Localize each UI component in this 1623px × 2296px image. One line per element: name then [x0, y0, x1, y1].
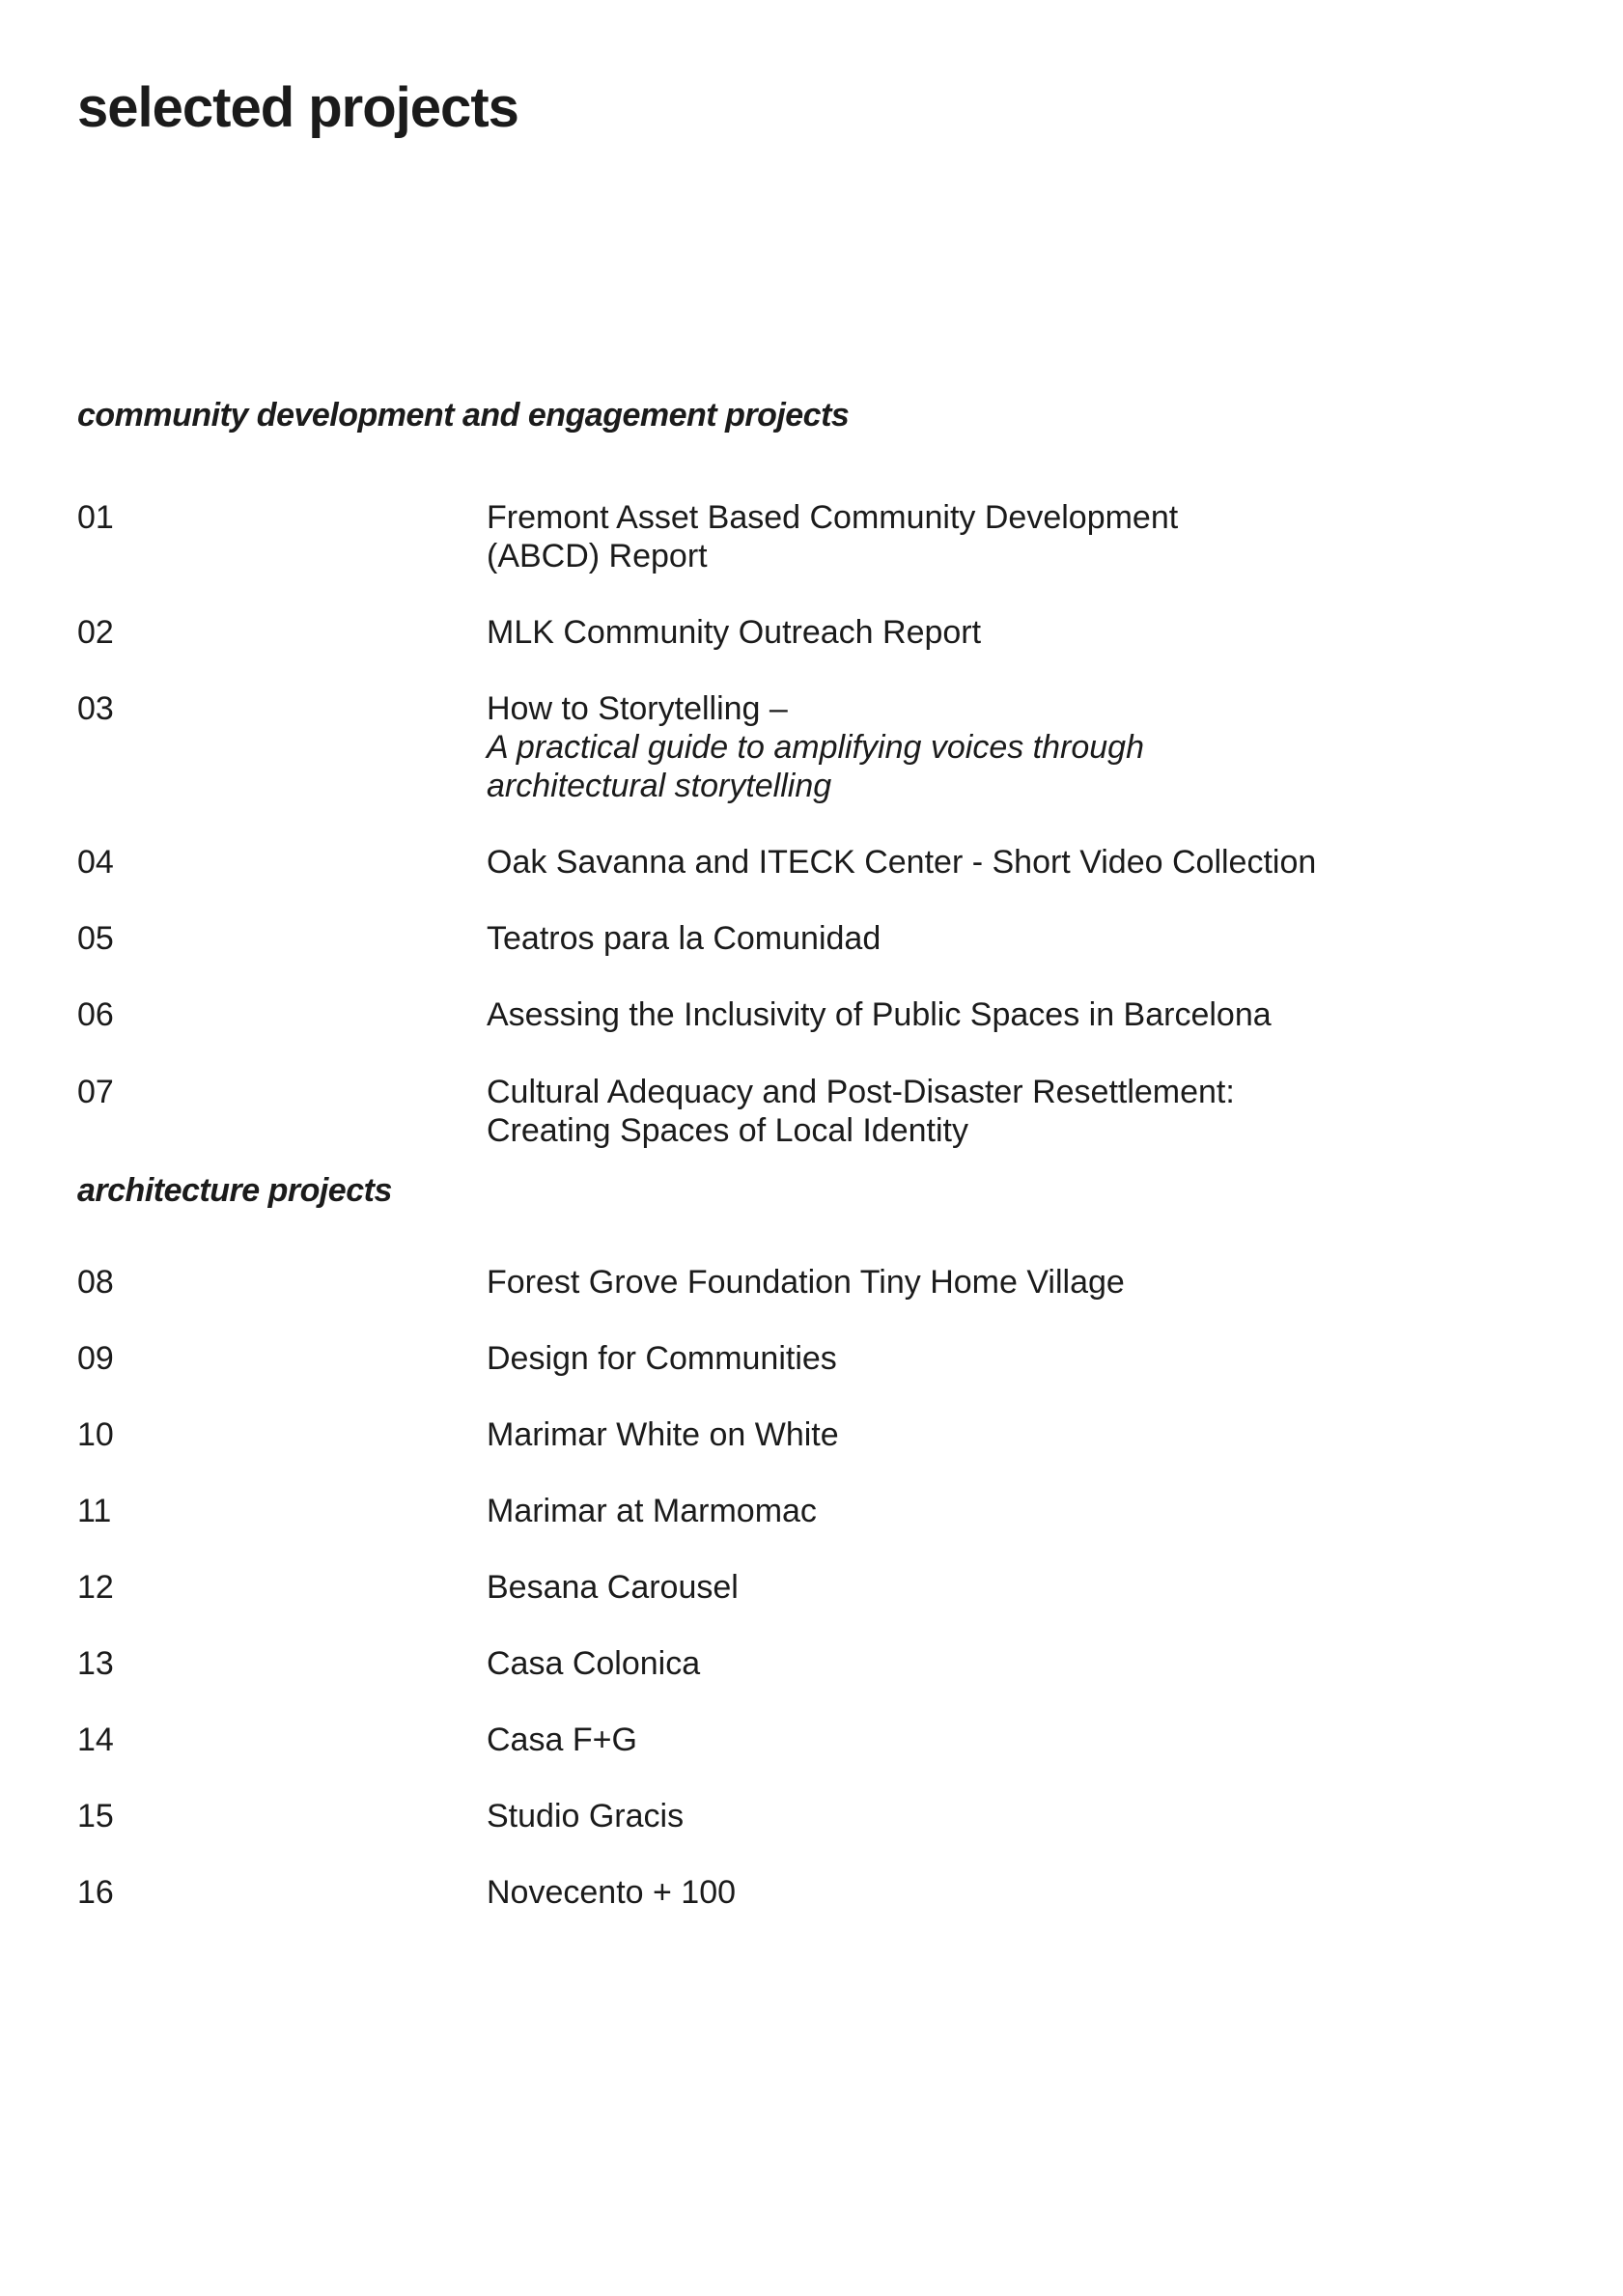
- project-number: 15: [77, 1798, 114, 1834]
- project-number: 10: [77, 1416, 114, 1453]
- project-title: [487, 1721, 1539, 1759]
- page-title: selected projects: [77, 76, 518, 139]
- project-number: 11: [77, 1493, 112, 1529]
- project-title: [487, 1644, 1539, 1683]
- project-title: [487, 1073, 1539, 1150]
- project-number: 03: [77, 690, 114, 727]
- project-number: 16: [77, 1874, 114, 1911]
- project-title-line: MLK Community Outreach Report: [487, 614, 982, 651]
- project-subtitle-line: A practical guide to amplifying voices through: [487, 729, 1144, 766]
- project-title-line: Asessing the Inclusivity of Public Spaces in Barcelona: [487, 996, 1272, 1033]
- project-title: [487, 689, 1539, 805]
- project-title: [487, 843, 1539, 882]
- project-number: 04: [77, 844, 114, 881]
- project-number: 14: [77, 1722, 114, 1758]
- project-number: 12: [77, 1569, 114, 1606]
- project-title: [487, 498, 1539, 575]
- project-title: [487, 1797, 1539, 1835]
- project-title-line: Design for Communities: [487, 1340, 837, 1377]
- project-title-line: Casa Colonica: [487, 1645, 701, 1682]
- section-heading-architecture: architecture projects: [77, 1172, 392, 1209]
- project-title: [487, 1492, 1539, 1530]
- project-number: 08: [77, 1264, 114, 1301]
- project-title-line: Marimar White on White: [487, 1416, 839, 1453]
- project-title: [487, 1415, 1539, 1454]
- project-title-line: Marimar at Marmomac: [487, 1493, 817, 1529]
- project-title-line: Fremont Asset Based Community Development: [487, 499, 1179, 536]
- project-title: [487, 1339, 1539, 1378]
- section-heading-community: community development and engagement projects: [77, 397, 850, 434]
- project-title-line: Oak Savanna and ITECK Center - Short Video Collection: [487, 844, 1317, 881]
- project-title-line: (ABCD) Report: [487, 538, 708, 574]
- project-title-line: Forest Grove Foundation Tiny Home Village: [487, 1264, 1125, 1301]
- project-title: [487, 1263, 1539, 1302]
- project-number: 09: [77, 1340, 114, 1377]
- project-title-line: Teatros para la Comunidad: [487, 920, 881, 957]
- project-number: 02: [77, 614, 114, 651]
- project-title: [487, 1873, 1539, 1912]
- project-title-line: Besana Carousel: [487, 1569, 739, 1606]
- project-title: [487, 995, 1539, 1034]
- project-title-line: How to Storytelling –: [487, 690, 788, 727]
- project-number: 06: [77, 996, 114, 1033]
- project-number: 07: [77, 1074, 114, 1110]
- project-number: 01: [77, 499, 114, 536]
- project-title: [487, 919, 1539, 958]
- project-title-line: Novecento + 100: [487, 1874, 737, 1911]
- project-title-line: Cultural Adequacy and Post-Disaster Resettlement:: [487, 1074, 1235, 1110]
- project-title-line: Creating Spaces of Local Identity: [487, 1112, 968, 1149]
- project-title-line: Studio Gracis: [487, 1798, 685, 1834]
- project-title-line: Casa F+G: [487, 1722, 637, 1758]
- project-title: [487, 613, 1539, 652]
- project-number: 05: [77, 920, 114, 957]
- project-number: 13: [77, 1645, 114, 1682]
- project-title: [487, 1568, 1539, 1607]
- project-subtitle-line: architectural storytelling: [487, 768, 832, 804]
